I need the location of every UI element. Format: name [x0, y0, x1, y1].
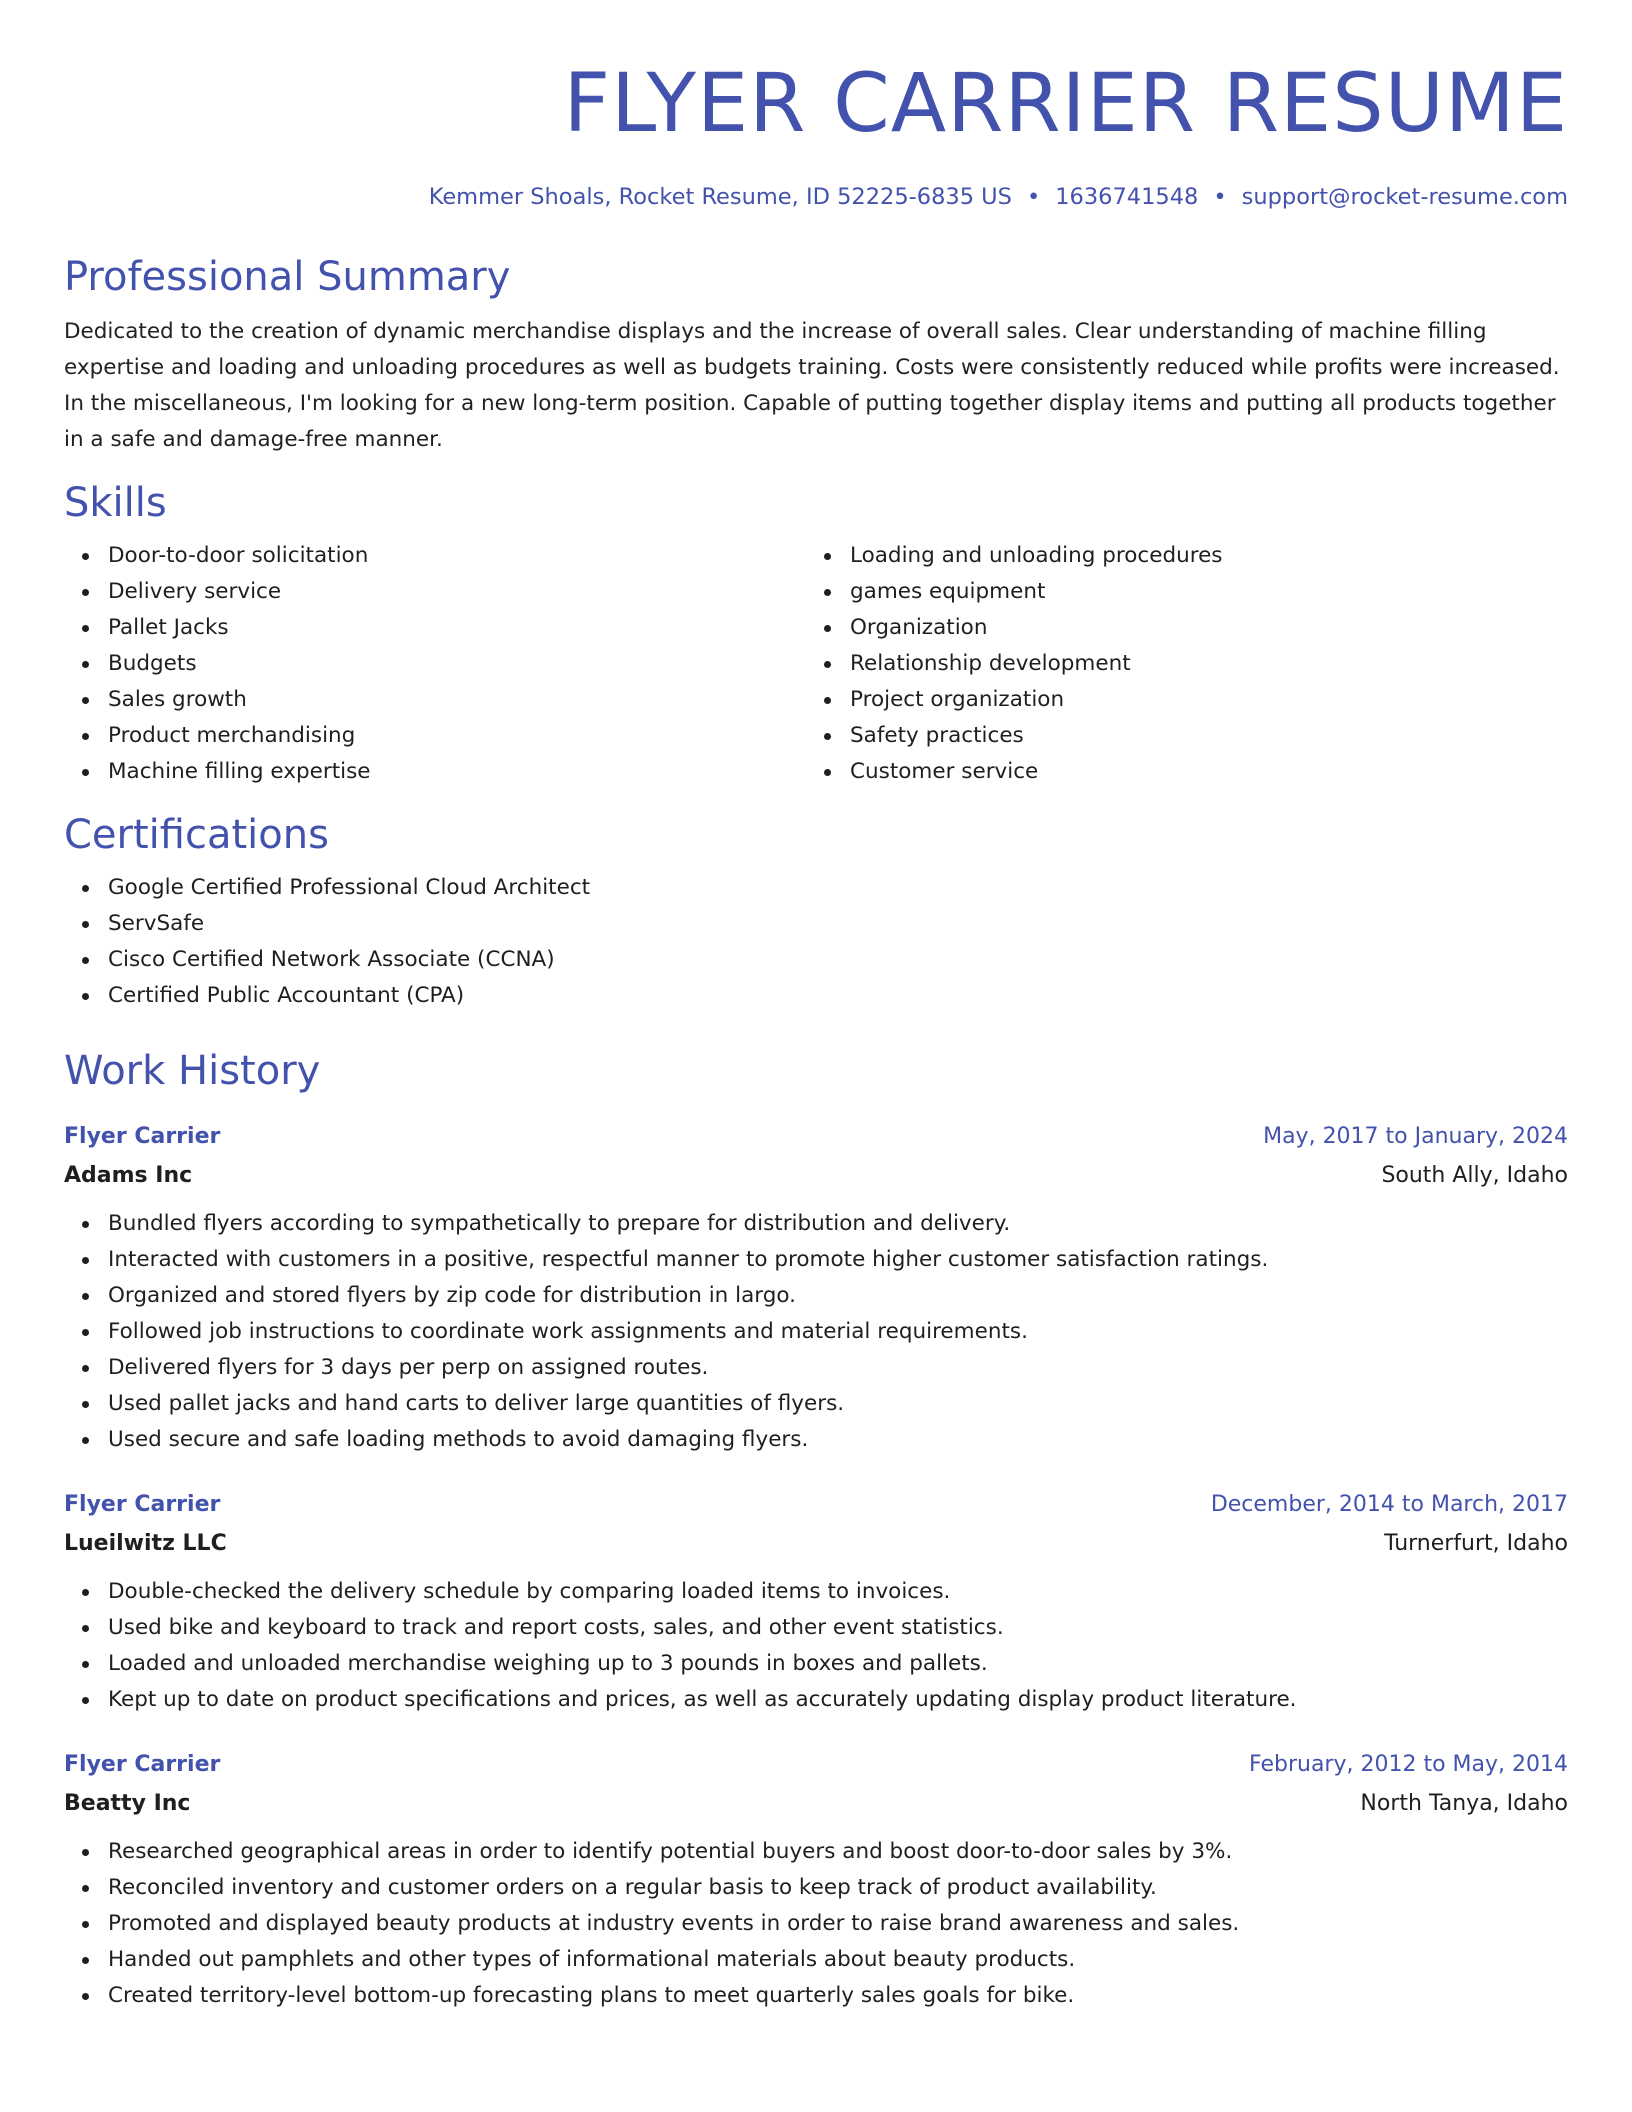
job-bullet: Organized and stored flyers by zip code for distribution in largo.	[108, 1278, 1568, 1314]
skill-item: Pallet Jacks	[108, 610, 806, 646]
skill-item: Door-to-door solicitation	[108, 538, 806, 574]
summary-text: Dedicated to the creation of dynamic merchandise displays and the increase of overall sales. Clear understanding of machine filling expertise and loading and unloading procedures as well as budgets training. Costs were consistently reduced while profits were increased. In the miscellaneous, I'm looking for a new long-term position. Capable of putting together display items and putting all products together in a safe and damage-free manner.	[64, 319, 1560, 452]
skill-item: Loading and unloading procedures	[850, 538, 1548, 574]
job-bullet: Handed out pamphlets and other types of informational materials about beauty products.	[108, 1942, 1568, 1978]
job-company-row	[64, 1784, 1568, 1824]
job-header-row	[64, 1746, 1568, 1784]
job-bullet: Loaded and unloaded merchandise weighing up to 3 pounds in boxes and pallets.	[108, 1646, 1568, 1682]
skill-item: Delivery service	[108, 574, 806, 610]
job-dates: February, 2012 to May, 2014	[1249, 1752, 1568, 1777]
job-bullet: Interacted with customers in a positive, respectful manner to promote higher customer satisfaction ratings.	[108, 1242, 1568, 1278]
job-header-row	[64, 1486, 1568, 1524]
skill-item: Machine filling expertise	[108, 754, 806, 790]
job-bullets	[64, 1574, 1568, 1718]
skill-item: Relationship development	[850, 646, 1548, 682]
job-bullet: Promoted and displayed beauty products at industry events in order to raise brand awareness and sales.	[108, 1906, 1568, 1942]
job-bullets	[64, 1206, 1568, 1458]
job-bullet: Reconciled inventory and customer orders on a regular basis to keep track of product availability.	[108, 1870, 1568, 1906]
job-dates: December, 2014 to March, 2017	[1210, 1492, 1568, 1517]
skills-list-right	[806, 538, 1548, 790]
certification-item: Google Certified Professional Cloud Architect	[108, 870, 1568, 906]
job-company: Lueilwitz LLC	[64, 1531, 227, 1556]
contact-email[interactable]: support@rocket-resume.com	[1241, 184, 1568, 210]
job-entry	[64, 1746, 1568, 2014]
certifications-heading: Certifications	[64, 812, 329, 858]
certification-item: Cisco Certified Network Associate (CCNA)	[108, 942, 1568, 978]
certification-item: ServSafe	[108, 906, 1568, 942]
skills-grid	[64, 538, 1568, 790]
job-location: Turnerfurt, Idaho	[1384, 1531, 1568, 1556]
job-entry	[64, 1486, 1568, 1718]
contact-line	[64, 182, 1568, 212]
contact-address: Kemmer Shoals, Rocket Resume, ID 52225-6835 US	[428, 184, 1012, 210]
certifications-list	[64, 870, 1568, 1014]
job-title: Flyer Carrier	[64, 1752, 221, 1777]
job-bullets	[64, 1834, 1568, 2014]
skill-item: Customer service	[850, 754, 1548, 790]
job-bullet: Used secure and safe loading methods to avoid damaging flyers.	[108, 1422, 1568, 1458]
job-bullet: Used pallet jacks and hand carts to deliver large quantities of flyers.	[108, 1386, 1568, 1422]
contact-separator: •	[1213, 184, 1227, 210]
skill-item: games equipment	[850, 574, 1548, 610]
job-location: North Tanya, Idaho	[1360, 1791, 1568, 1816]
job-bullet: Created territory-level bottom-up forecasting plans to meet quarterly sales goals for bike.	[108, 1978, 1568, 2014]
certification-item: Certified Public Accountant (CPA)	[108, 978, 1568, 1014]
job-location: South Ally, Idaho	[1381, 1163, 1568, 1188]
job-company: Beatty Inc	[64, 1791, 191, 1816]
skills-heading: Skills	[64, 480, 167, 526]
skill-item: Organization	[850, 610, 1548, 646]
skill-item: Product merchandising	[108, 718, 806, 754]
skill-item: Budgets	[108, 646, 806, 682]
summary-heading: Professional Summary	[64, 254, 511, 300]
job-bullet: Used bike and keyboard to track and report costs, sales, and other event statistics.	[108, 1610, 1568, 1646]
job-bullet: Double-checked the delivery schedule by comparing loaded items to invoices.	[108, 1574, 1568, 1610]
work-history-heading: Work History	[64, 1048, 321, 1094]
contact-phone[interactable]: 1636741548	[1055, 184, 1199, 210]
job-company: Adams Inc	[64, 1163, 193, 1188]
job-company-row	[64, 1156, 1568, 1196]
contact-separator: •	[1026, 184, 1041, 210]
job-header-row	[64, 1118, 1568, 1156]
skills-list-left	[64, 538, 806, 790]
skill-item: Safety practices	[850, 718, 1548, 754]
job-bullet: Delivered flyers for 3 days per perp on assigned routes.	[108, 1350, 1568, 1386]
job-entry	[64, 1118, 1568, 1458]
job-bullet: Kept up to date on product specifications and prices, as well as accurately updating display product literature.	[108, 1682, 1568, 1718]
job-bullet: Researched geographical areas in order to identify potential buyers and boost door-to-door sales by 3%.	[108, 1834, 1568, 1870]
job-title: Flyer Carrier	[64, 1124, 221, 1149]
skill-item: Sales growth	[108, 682, 806, 718]
job-title: Flyer Carrier	[64, 1492, 221, 1517]
job-dates: May, 2017 to January, 2024	[1263, 1124, 1568, 1149]
job-company-row	[64, 1524, 1568, 1564]
resume-page	[64, 0, 1568, 2014]
resume-title: FLYER CARRIER RESUME	[563, 57, 1568, 151]
job-bullet: Bundled flyers according to sympathetically to prepare for distribution and delivery.	[108, 1206, 1568, 1242]
skill-item: Project organization	[850, 682, 1548, 718]
job-bullet: Followed job instructions to coordinate work assignments and material requirements.	[108, 1314, 1568, 1350]
